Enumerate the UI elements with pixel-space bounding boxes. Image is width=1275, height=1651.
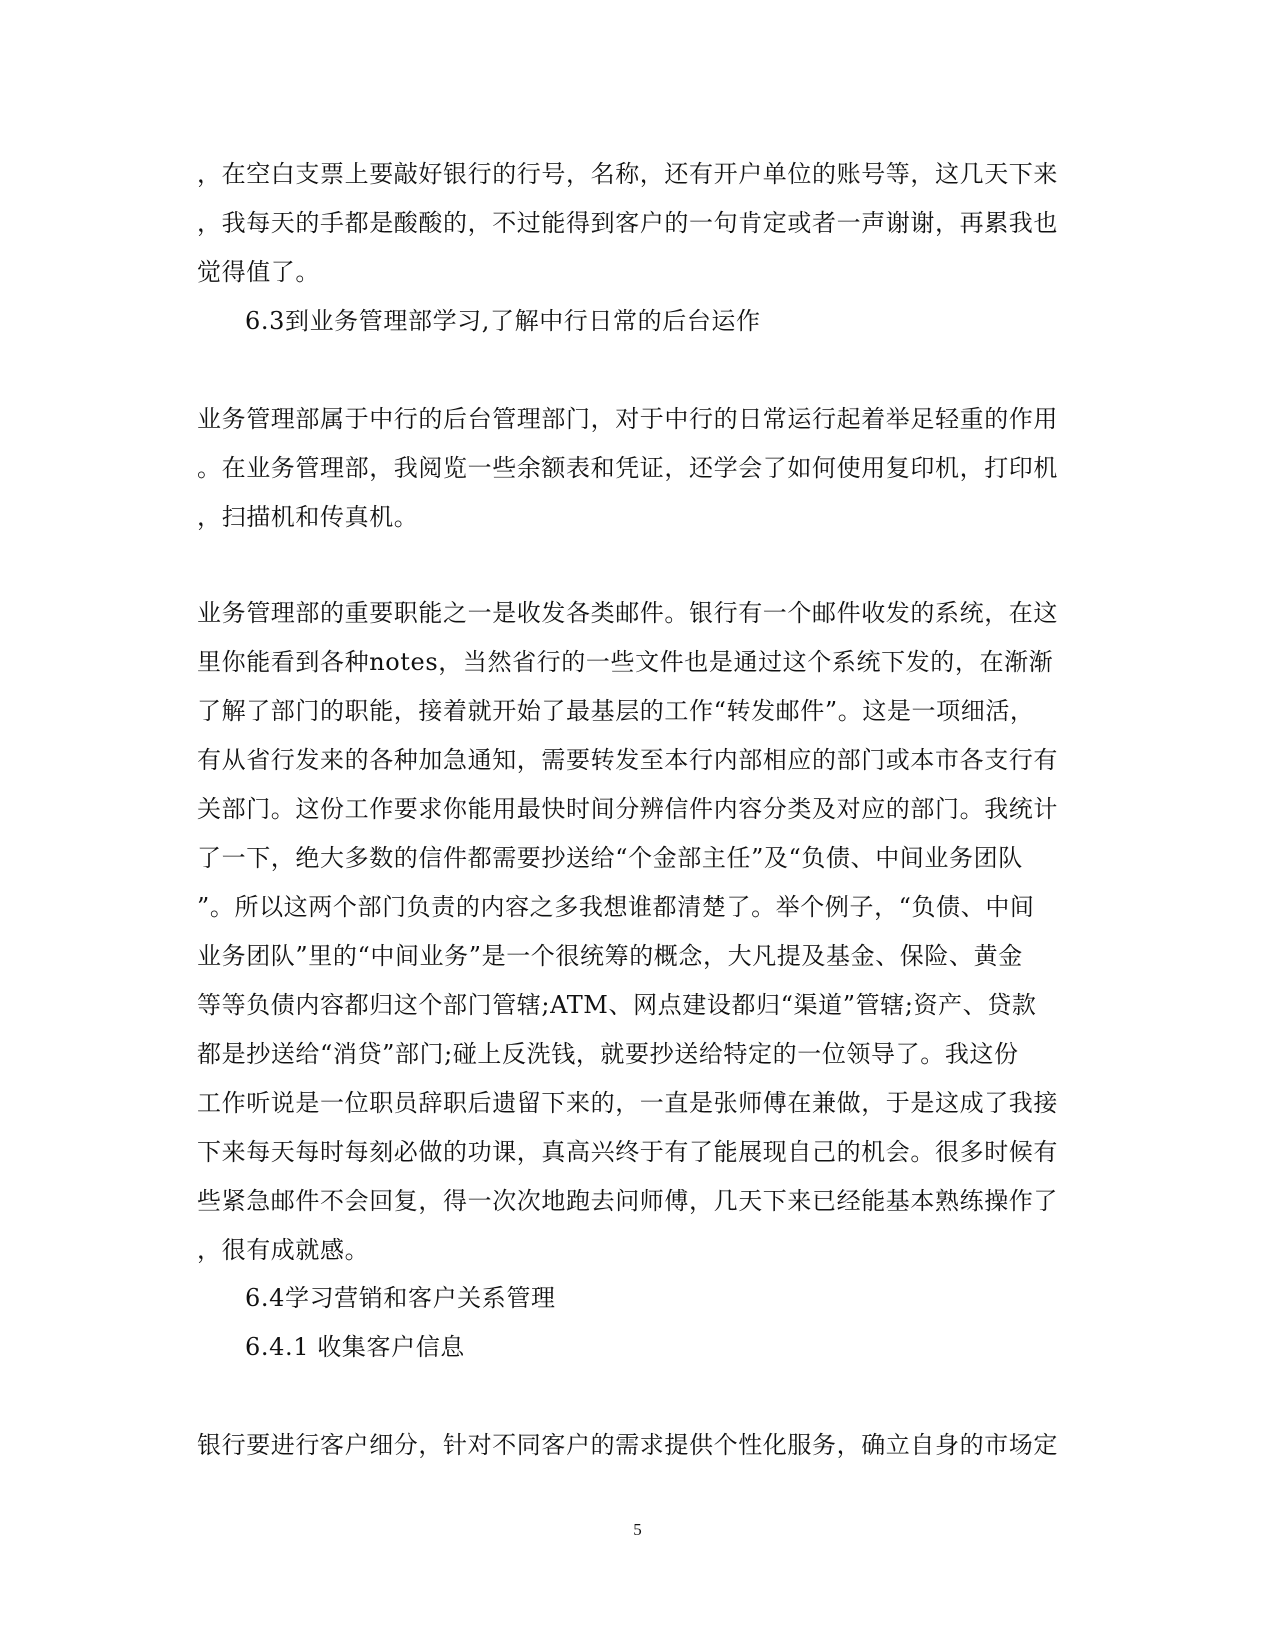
- text-line: 觉得值了。: [197, 258, 320, 286]
- text-line: ，扫描机和传真机。: [197, 503, 419, 531]
- text-line: 银行要进行客户细分，针对不同客户的需求提供个性化服务，确立自身的市场定: [197, 1431, 1058, 1459]
- text-line: 有从省行发来的各种加急通知，需要转发至本行内部相应的部门或本市各支行有: [197, 746, 1058, 774]
- section-heading-6-3: 6.3到业务管理部学习,了解中行日常的后台运作: [245, 307, 761, 335]
- text-line: 些紧急邮件不会回复，得一次次地跑去问师傅，几天下来已经能基本熟练操作了: [197, 1187, 1058, 1215]
- text-line: 里你能看到各种notes，当然省行的一些文件也是通过这个系统下发的，在渐渐: [197, 648, 1054, 676]
- paragraph-business-management: [197, 395, 1077, 542]
- paragraph-check-typing: [197, 150, 1077, 297]
- subsection-heading-6-4-1: 6.4.1 收集客户信息: [245, 1333, 465, 1361]
- text-line: 都是抄送给“消贷”部门;碰上反洗钱，就要抄送给特定的一位领导了。我这份: [197, 1040, 1019, 1068]
- text-line: 了一下，绝大多数的信件都需要抄送给“个金部主任”及“负债、中间业务团队: [197, 844, 1023, 872]
- text-line: 等等负债内容都归这个部门管辖;ATM、网点建设都归“渠道”管辖;资产、贷款: [197, 991, 1037, 1019]
- text-line: 下来每天每时每刻必做的功课，真高兴终于有了能展现自己的机会。很多时候有: [197, 1138, 1058, 1166]
- paragraph-mail-forwarding: [197, 589, 1077, 1275]
- text-line: ”。所以这两个部门负责的内容之多我想谁都清楚了。举个例子，“负债、中间: [197, 893, 1035, 921]
- page-number: 5: [633, 1520, 642, 1539]
- text-line: ，我每天的手都是酸酸的，不过能得到客户的一句肯定或者一声谢谢，再累我也: [197, 209, 1058, 237]
- text-line: 关部门。这份工作要求你能用最快时间分辨信件内容分类及对应的部门。我统计: [197, 795, 1058, 823]
- text-line: ，很有成就感。: [197, 1236, 370, 1264]
- text-line: 业务团队”里的“中间业务”是一个很统筹的概念，大凡提及基金、保险、黄金: [197, 942, 1023, 970]
- text-line: 了解了部门的职能，接着就开始了最基层的工作“转发邮件”。这是一项细活，: [197, 697, 1035, 725]
- text-line: 。在业务管理部，我阅览一些余额表和凭证，还学会了如何使用复印机，打印机: [197, 454, 1058, 482]
- text-line: 业务管理部的重要职能之一是收发各类邮件。银行有一个邮件收发的系统，在这: [197, 599, 1058, 627]
- text-line: 业务管理部属于中行的后台管理部门，对于中行的日常运行起着举足轻重的作用: [197, 405, 1058, 433]
- section-heading-6-4: 6.4学习营销和客户关系管理: [245, 1284, 556, 1312]
- paragraph-customer-info: [197, 1421, 1077, 1470]
- text-line: ，在空白支票上要敲好银行的行号，名称，还有开户单位的账号等，这几天下来: [197, 160, 1058, 188]
- text-line: 工作听说是一位职员辞职后遗留下来的，一直是张师傅在兼做，于是这成了我接: [197, 1089, 1058, 1117]
